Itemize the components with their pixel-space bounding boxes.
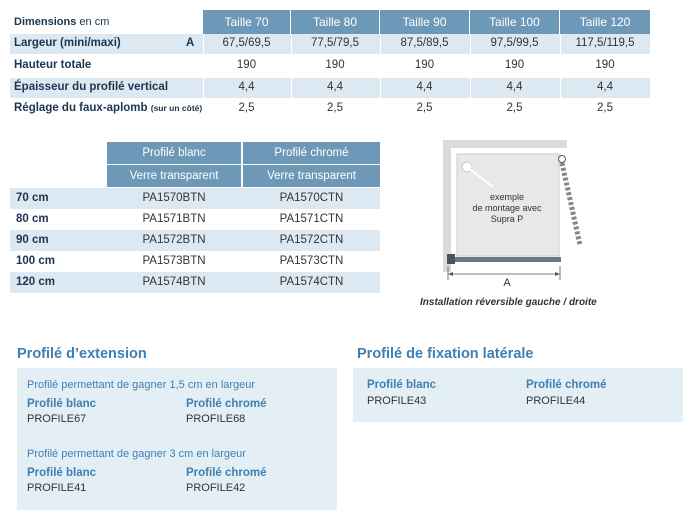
ref-code: PA1573CTN	[279, 255, 344, 267]
ref-code: PA1570CTN	[279, 192, 344, 204]
cell: 190	[595, 59, 615, 71]
column-divider	[470, 34, 471, 120]
dimension-row-height	[10, 56, 650, 76]
cell: 190	[325, 59, 345, 71]
extension-white-name-1: Profilé blanc	[27, 398, 97, 410]
dimensions-header-label: Dimensions en cm	[14, 16, 110, 28]
cell: 2,5	[327, 102, 343, 114]
fixation-white-code: PROFILE43	[367, 395, 427, 407]
diagram-dimension-mark: A	[503, 277, 511, 289]
ref-header-chrome-profile: Profilé chromé	[243, 142, 380, 164]
row-label: Réglage du faux-aplomb (sur un côté)	[14, 102, 203, 114]
cell: 2,5	[238, 102, 255, 114]
ref-code: PA1571CTN	[279, 213, 344, 225]
ref-code: PA1574CTN	[279, 276, 344, 288]
size-column-100: Taille 100	[470, 10, 559, 34]
row-label: Épaisseur du profilé vertical	[14, 81, 169, 93]
cell: 4,4	[597, 81, 613, 93]
extension-chrome-code-1: PROFILE68	[186, 413, 246, 425]
ref-code: PA1570BTN	[142, 192, 206, 204]
dimension-row-width	[10, 34, 650, 54]
cell: 2,5	[597, 102, 613, 114]
ref-row	[10, 209, 380, 230]
extension-chrome-name-2: Profilé chromé	[186, 467, 267, 479]
fixation-white-name: Profilé blanc	[367, 379, 437, 391]
ref-header-white-profile: Profilé blanc	[107, 142, 241, 164]
cell: 4,4	[238, 81, 255, 93]
size-column-70: Taille 70	[203, 10, 290, 34]
cell: 77,5/79,5	[311, 37, 359, 49]
ref-size: 90 cm	[16, 234, 49, 246]
fixation-chrome-code: PROFILE44	[526, 395, 586, 407]
cell: 190	[414, 59, 435, 71]
dimension-row-adjustment	[10, 99, 650, 119]
swing-door	[562, 163, 580, 245]
ref-code: PA1572BTN	[142, 234, 206, 246]
dimensions-table-header	[10, 10, 650, 34]
hinge-icon	[559, 156, 566, 163]
installation-diagram	[415, 140, 615, 290]
extension-white-code-1: PROFILE67	[27, 413, 87, 425]
ref-code: PA1571BTN	[142, 213, 206, 225]
extension-title: Profilé d’extension	[17, 346, 147, 362]
ref-code: PA1572CTN	[279, 234, 344, 246]
size-column-90: Taille 90	[380, 10, 469, 34]
diagram-label-1: exemple	[489, 192, 525, 202]
extension-note-2: Profilé permettant de gagner 3 cm en largeur	[27, 448, 246, 460]
ref-row	[10, 251, 380, 272]
diagram-label-3: Supra P	[490, 214, 524, 224]
ref-size: 70 cm	[16, 192, 49, 204]
fixation-panel	[353, 368, 683, 422]
cell: 190	[236, 59, 257, 71]
extension-chrome-name-1: Profilé chromé	[186, 398, 267, 410]
ref-size: 120 cm	[16, 276, 56, 288]
size-column-80: Taille 80	[291, 10, 379, 34]
diagram-caption: Installation réversible gauche / droite	[420, 297, 597, 308]
extension-chrome-code-2: PROFILE42	[186, 482, 246, 494]
extension-note-1: Profilé permettant de gagner 1,5 cm en largeur	[27, 379, 256, 391]
panel-hinge	[447, 254, 455, 264]
extension-white-code-2: PROFILE41	[27, 482, 87, 494]
column-divider	[291, 34, 292, 120]
diagram-label-2: de montage avec	[472, 203, 542, 213]
ref-row	[10, 230, 380, 251]
dimension-row-thickness	[10, 78, 650, 98]
column-divider	[560, 34, 561, 120]
fixation-title: Profilé de fixation latérale	[357, 346, 534, 362]
column-divider	[203, 34, 204, 120]
cell: 2,5	[506, 102, 523, 114]
ref-row	[10, 272, 380, 293]
ref-size: 100 cm	[16, 255, 56, 267]
cell: 87,5/89,5	[400, 37, 449, 49]
ref-code: PA1573BTN	[142, 255, 206, 267]
cell: 97,5/99,5	[490, 37, 539, 49]
column-divider	[380, 34, 381, 120]
row-label: Hauteur totale	[14, 59, 92, 71]
extension-white-name-2: Profilé blanc	[27, 467, 97, 479]
ref-header-chrome-glass: Verre transparent	[243, 165, 380, 187]
cell: 117,5/119,5	[575, 37, 635, 49]
ref-size: 80 cm	[16, 213, 49, 225]
fixation-chrome-name: Profilé chromé	[526, 379, 607, 391]
cell: 2,5	[416, 102, 433, 114]
cell: 190	[504, 59, 525, 71]
ref-row	[10, 188, 380, 209]
row-label: Largeur (mini/maxi)	[14, 37, 121, 49]
cell: 4,4	[416, 81, 433, 93]
cell: 4,4	[327, 81, 343, 93]
ref-header-white-glass: Verre transparent	[107, 165, 241, 187]
panel-bar	[447, 257, 561, 262]
size-column-120: Taille 120	[560, 10, 650, 34]
extension-panel	[17, 368, 337, 510]
cell: 4,4	[506, 81, 523, 93]
row-mark: A	[186, 37, 195, 49]
ref-code: PA1574BTN	[142, 276, 206, 288]
cell: 67,5/69,5	[222, 37, 271, 49]
